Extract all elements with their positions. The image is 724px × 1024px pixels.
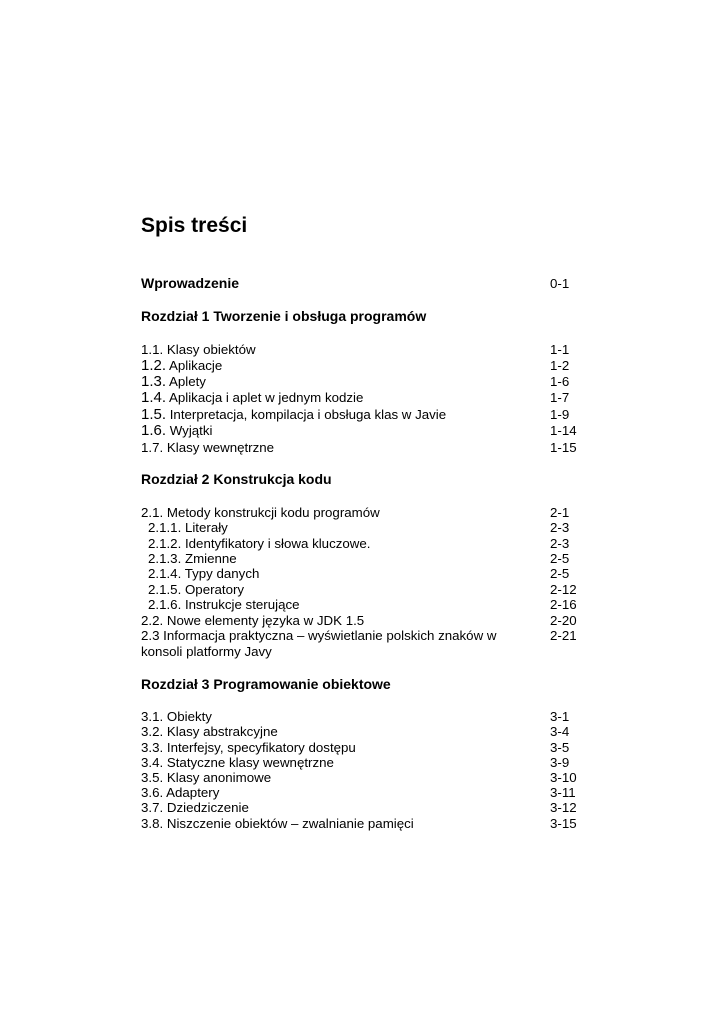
entry-page: 2-5: [550, 566, 570, 581]
entry-page: 3-4: [550, 724, 570, 739]
entry-label: Aplikacja i aplet w jednym kodzie: [169, 390, 364, 405]
entry-label: 3.6. Adaptery: [141, 785, 220, 800]
entry-label: 2.3 Informacja praktyczna – wyświetlanie polskich znaków w konsoli platformy Javy: [141, 628, 497, 659]
entry-page: 3-15: [550, 816, 577, 831]
entry-label: 2.1.6. Instrukcje sterujące: [148, 597, 300, 612]
entry-label: 3.1. Obiekty: [141, 709, 212, 724]
entry-label: 3.5. Klasy anonimowe: [141, 770, 272, 785]
entry-label: 2.1.4. Typy danych: [148, 566, 260, 581]
entry-page: 0-1: [550, 276, 570, 291]
entry-page: 3-11: [550, 785, 576, 800]
entry-label: 3.2. Klasy abstrakcyjne: [141, 724, 278, 739]
entry-label: Klasy obiektów: [166, 342, 256, 357]
entry-page: 2-5: [550, 551, 570, 566]
entry-number: 1.3.: [141, 373, 167, 390]
entry-label: 3.3. Interfejsy, specyfikatory dostępu: [141, 740, 356, 755]
entry-label: Aplety: [169, 374, 206, 389]
toc-page: Spis treści Wprowadzenie 0-1 Rozdział 1 Tworzenie i obsługa programów 1.1. Klasy obiektów 1-1 1.2. Aplikacje 1-2 1.3. Aplety 1-6 1.4. Aplikacja i aplet w jednym kodzie 1-7 1.5. Interpretacja, kompilacja i obsługa klas w Javie 1-9 1.6. Wyjątki 1-14 1.7. Klasy wewnętrzne 1-15 Rozdział 2 Konstrukcja kodu 2.1. Metody konstrukcji kodu programów 2-1 2.1.1. Literały 2-3 2.1.2. Identyfikatory i słowa kluczowe. 2-3 2.1.3. Zmienne 2-5 2.1.4. Typy danych 2-5 2.1.5. Operatory 2-12 2.1.6. Instrukcje sterujące 2-16 2.2. Nowe elementy języka w JDK 1.5 2-20 2.3 Informacja praktyczna – wyświetlanie polskich znaków w konsoli platformy Javy 2-21 Rozdział 3 Programowanie obiektowe 3.1. Obiekty 3-1 3.2. Klasy abstrakcyjne 3-4 3.3. Interfejsy, specyfikatory dostępu 3-5 3.4. Statyczne klasy wewnętrzne 3-9 3.5. Klasy anonimowe 3-10 3.6. Adaptery 3-11 3.7. Dziedziczenie 3-12 3.8. Niszczenie obiektów – zwalnianie pamięci 3-15: [141, 214, 577, 831]
entry-page: 2-12: [550, 582, 577, 597]
entry-label: 3.4. Statyczne klasy wewnętrzne: [141, 755, 334, 770]
entry-page: 2-21: [550, 628, 577, 643]
entry-label: 2.1.3. Zmienne: [148, 551, 237, 566]
entry-page: 3-1: [550, 709, 570, 724]
entry-label: Klasy wewnętrzne: [166, 440, 275, 455]
entry-page: 3-9: [550, 755, 570, 770]
entry-page: 2-20: [550, 613, 577, 628]
entry-page: 1-14: [550, 423, 577, 438]
entry-page: 1-6: [550, 374, 570, 389]
entry-page: 1-1: [550, 342, 570, 357]
entry-label: 2.1.1. Literały: [148, 520, 228, 535]
entry-page: 1-9: [550, 407, 570, 422]
entry-number: 1.1.: [141, 342, 164, 357]
entry-label: 3.7. Dziedziczenie: [141, 800, 249, 815]
entry-page: 1-15: [550, 440, 577, 455]
entry-number: 1.5.: [141, 406, 167, 423]
entry-label: 2.2. Nowe elementy języka w JDK 1.5: [141, 613, 365, 628]
entry-page: 1-7: [550, 390, 570, 405]
entry-number: 1.4.: [141, 389, 167, 406]
entry-number: 1.7.: [141, 440, 164, 455]
entry-label: Wprowadzenie: [141, 275, 240, 291]
entry-page: 1-2: [550, 358, 570, 373]
entry-label: Wyjątki: [169, 423, 213, 438]
entry-page: 2-16: [550, 597, 577, 612]
entry-label: Aplikacje: [169, 358, 223, 373]
entry-label: 3.8. Niszczenie obiektów – zwalnianie pamięci: [141, 816, 414, 831]
entry-page: 3-10: [550, 770, 577, 785]
entry-label: 2.1.2. Identyfikatory i słowa kluczowe.: [148, 536, 371, 551]
entry-page: 2-1: [550, 505, 570, 520]
entry-page: 2-3: [550, 520, 570, 535]
entry-label: Interpretacja, kompilacja i obsługa klas w Javie: [169, 407, 447, 422]
entry-page: 2-3: [550, 536, 570, 551]
entry-page: 3-5: [550, 740, 570, 755]
entry-label: 2.1. Metody konstrukcji kodu programów: [141, 505, 380, 520]
page-title: Spis treści: [141, 214, 248, 237]
entry-number: 1.2.: [141, 357, 167, 374]
entry-page: 3-12: [550, 800, 577, 815]
entry-label: 2.1.5. Operatory: [148, 582, 245, 597]
entry-number: 1.6.: [141, 422, 167, 439]
